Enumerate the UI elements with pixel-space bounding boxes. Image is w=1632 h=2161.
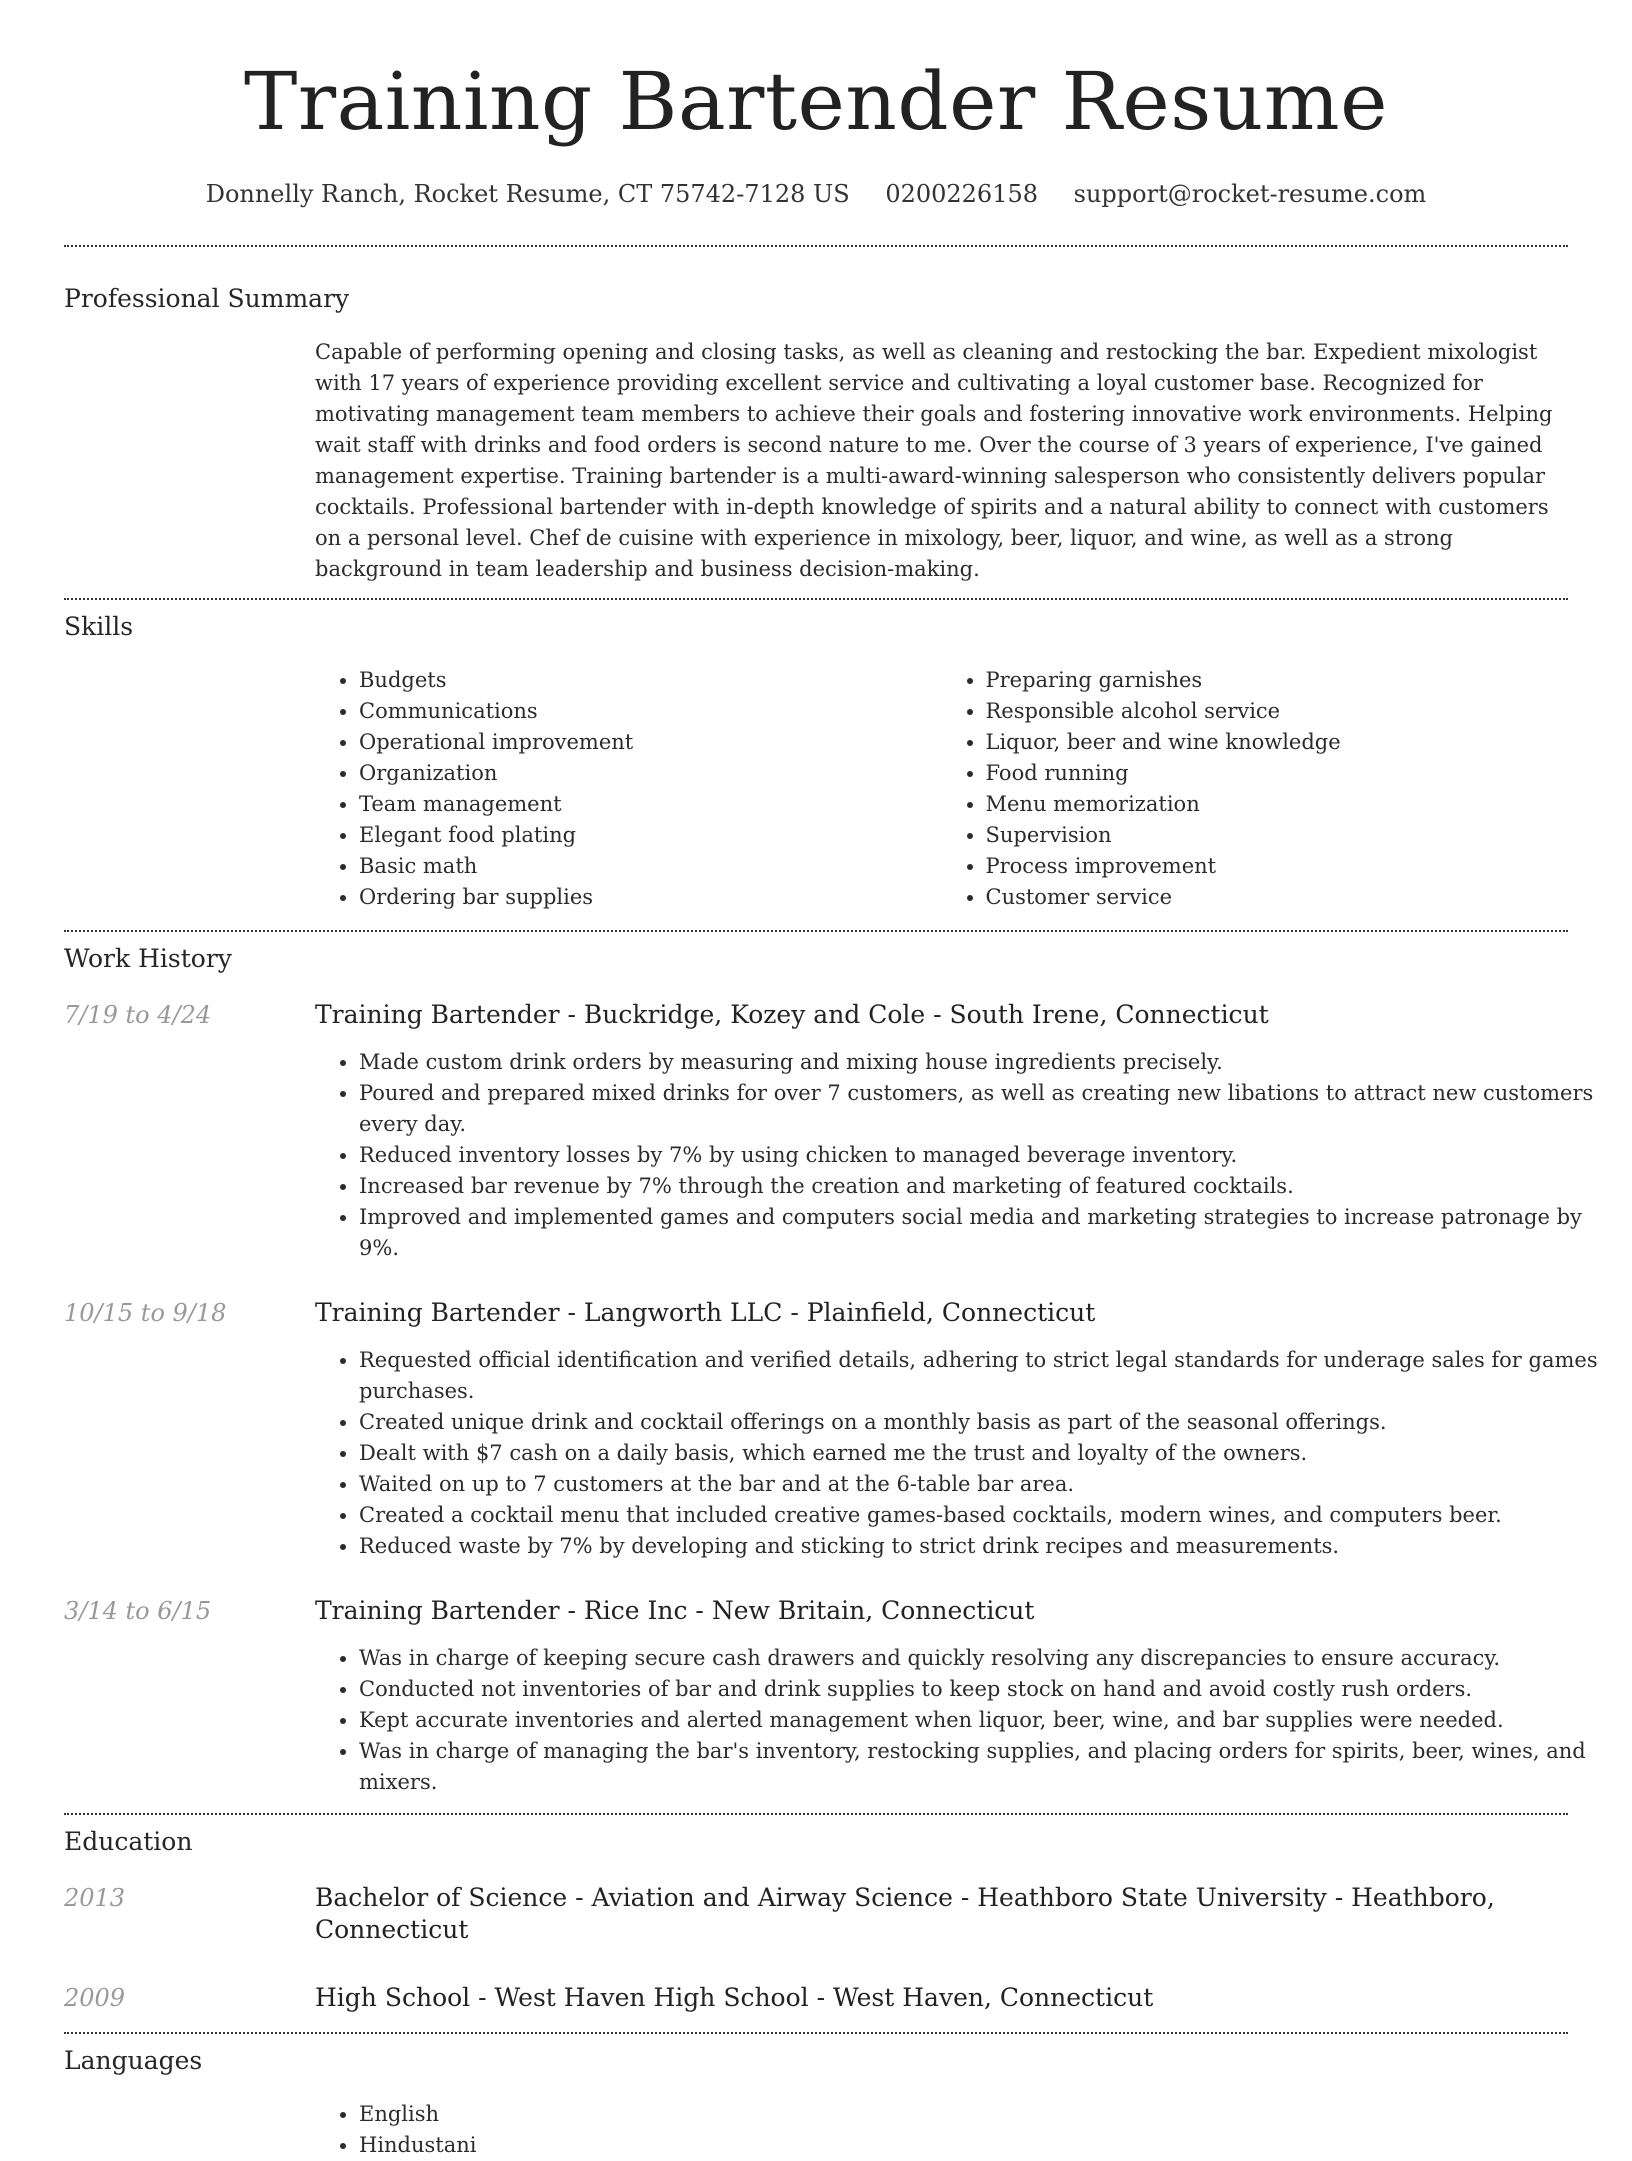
skill-item: • Team management xyxy=(359,789,942,820)
skill-item: • Elegant food plating xyxy=(359,820,942,851)
job-bullets xyxy=(315,1047,1612,1264)
job-bullets xyxy=(315,1345,1612,1562)
skills-grid xyxy=(315,665,1568,913)
skill-item: • Organization xyxy=(359,758,942,789)
skill-item: • Process improvement xyxy=(986,851,1569,882)
job-bullet: • Kept accurate inventories and alerted management when liquor, beer, wine, and bar supplies were needed. xyxy=(359,1705,1612,1736)
skill-item: • Menu memorization xyxy=(986,789,1569,820)
skill-item: • Customer service xyxy=(986,882,1569,913)
job-bullet: • Reduced waste by 7% by developing and sticking to strict drink recipes and measurements. xyxy=(359,1531,1612,1562)
education-entry xyxy=(0,1882,1632,1946)
skill-item: • Ordering bar supplies xyxy=(359,882,942,913)
education-title: Bachelor of Science - Aviation and Airway Science - Heathboro State University - Heathboro, Connecticut xyxy=(315,1883,1495,1944)
section-divider xyxy=(64,1813,1568,1815)
skills-list-left xyxy=(315,665,942,913)
contact-address: Donnelly Ranch, Rocket Resume, CT 75742-7128 US xyxy=(205,180,850,208)
skill-item: • Liquor, beer and wine knowledge xyxy=(986,727,1569,758)
education-date: 2013 xyxy=(64,1884,126,1912)
summary-text: Capable of performing opening and closing tasks, as well as cleaning and restocking the bar. Expedient mixologist with 17 years of experience providing excellent service and cultivating a loyal customer base. Recognized for motivating management team members to achieve their goals and fostering innovative work environments. Helping wait staff with drinks and food orders is second nature to me. Over the course of 3 years of experience, I've gained management expertise. Training bartender is a multi-award-winning salesperson who consistently delivers popular cocktails. Professional bartender with in-depth knowledge of spirits and a natural ability to connect with customers on a personal level. Chef de cuisine with experience in mixology, beer, liquor, and wine, as well as a strong background in team leadership and business decision-making. xyxy=(315,340,1553,581)
job-title: Training Bartender - Rice Inc - New Britain, Connecticut xyxy=(315,1596,1035,1625)
skill-item: • Responsible alcohol service xyxy=(986,696,1569,727)
job-date: 3/14 to 6/15 xyxy=(64,1597,212,1625)
job-bullet: • Waited on up to 7 customers at the bar and at the 6-table bar area. xyxy=(359,1469,1612,1500)
languages-body xyxy=(315,2099,1568,2161)
contact-line xyxy=(0,178,1632,210)
skills-section xyxy=(0,611,1632,913)
job-bullet: • Dealt with $7 cash on a daily basis, which earned me the trust and loyalty of the owners. xyxy=(359,1438,1612,1469)
language-item: • English xyxy=(359,2099,1568,2130)
languages-list xyxy=(315,2099,1568,2161)
job-bullet: • Conducted not inventories of bar and drink supplies to keep stock on hand and avoid costly rush orders. xyxy=(359,1674,1612,1705)
summary-section xyxy=(0,283,1632,585)
job-date: 7/19 to 4/24 xyxy=(64,1001,212,1029)
education-section xyxy=(0,1826,1632,2014)
job-bullet: • Poured and prepared mixed drinks for over 7 customers, as well as creating new libations to attract new customers every day. xyxy=(359,1078,1612,1140)
skill-item: • Preparing garnishes xyxy=(986,665,1569,696)
skills-list-right xyxy=(942,665,1569,913)
section-divider xyxy=(64,930,1568,932)
education-entry xyxy=(0,1982,1632,2014)
job-entry xyxy=(0,999,1632,1264)
skills-heading: Skills xyxy=(64,612,134,641)
job-title: Training Bartender - Langworth LLC - Plainfield, Connecticut xyxy=(315,1298,1096,1327)
contact-phone: 0200226158 xyxy=(885,180,1039,208)
section-divider xyxy=(64,245,1568,247)
contact-email[interactable]: support@rocket-resume.com xyxy=(1073,180,1427,208)
job-bullet: • Made custom drink orders by measuring and mixing house ingredients precisely. xyxy=(359,1047,1612,1078)
job-entry xyxy=(0,1595,1632,1798)
education-title: High School - West Haven High School - West Haven, Connecticut xyxy=(315,1983,1154,2012)
job-date: 10/15 to 9/18 xyxy=(64,1299,227,1327)
skill-item: • Operational improvement xyxy=(359,727,942,758)
section-divider xyxy=(64,598,1568,600)
job-bullets xyxy=(315,1643,1612,1798)
skill-item: • Communications xyxy=(359,696,942,727)
job-bullet: • Improved and implemented games and computers social media and marketing strategies to increase patronage by 9%. xyxy=(359,1202,1612,1264)
job-bullet: • Was in charge of keeping secure cash drawers and quickly resolving any discrepancies to ensure accuracy. xyxy=(359,1643,1612,1674)
job-bullet: • Requested official identification and verified details, adhering to strict legal standards for underage sales for games purchases. xyxy=(359,1345,1612,1407)
summary-heading: Professional Summary xyxy=(64,284,350,313)
job-bullet: • Created a cocktail menu that included creative games-based cocktails, modern wines, and computers beer. xyxy=(359,1500,1612,1531)
job-bullet: • Was in charge of managing the bar's inventory, restocking supplies, and placing orders for spirits, beer, wines, and mixers. xyxy=(359,1736,1612,1798)
job-bullet: • Increased bar revenue by 7% through the creation and marketing of featured cocktails. xyxy=(359,1171,1612,1202)
work-section xyxy=(0,943,1632,1798)
skill-item: • Budgets xyxy=(359,665,942,696)
skill-item: • Basic math xyxy=(359,851,942,882)
job-title: Training Bartender - Buckridge, Kozey and Cole - South Irene, Connecticut xyxy=(315,1000,1269,1029)
job-bullet: • Created unique drink and cocktail offerings on a monthly basis as part of the seasonal offerings. xyxy=(359,1407,1612,1438)
education-heading: Education xyxy=(64,1827,193,1856)
work-heading: Work History xyxy=(64,944,232,973)
job-bullet: • Reduced inventory losses by 7% by using chicken to managed beverage inventory. xyxy=(359,1140,1612,1171)
job-entry xyxy=(0,1297,1632,1562)
resume-title: Training Bartender Resume xyxy=(244,55,1388,148)
languages-heading: Languages xyxy=(64,2046,203,2075)
languages-section xyxy=(0,2045,1632,2161)
skill-item: • Food running xyxy=(986,758,1569,789)
section-divider xyxy=(64,2032,1568,2034)
skill-item: • Supervision xyxy=(986,820,1569,851)
language-item: • Hindustani xyxy=(359,2130,1568,2161)
education-date: 2009 xyxy=(64,1984,126,2012)
